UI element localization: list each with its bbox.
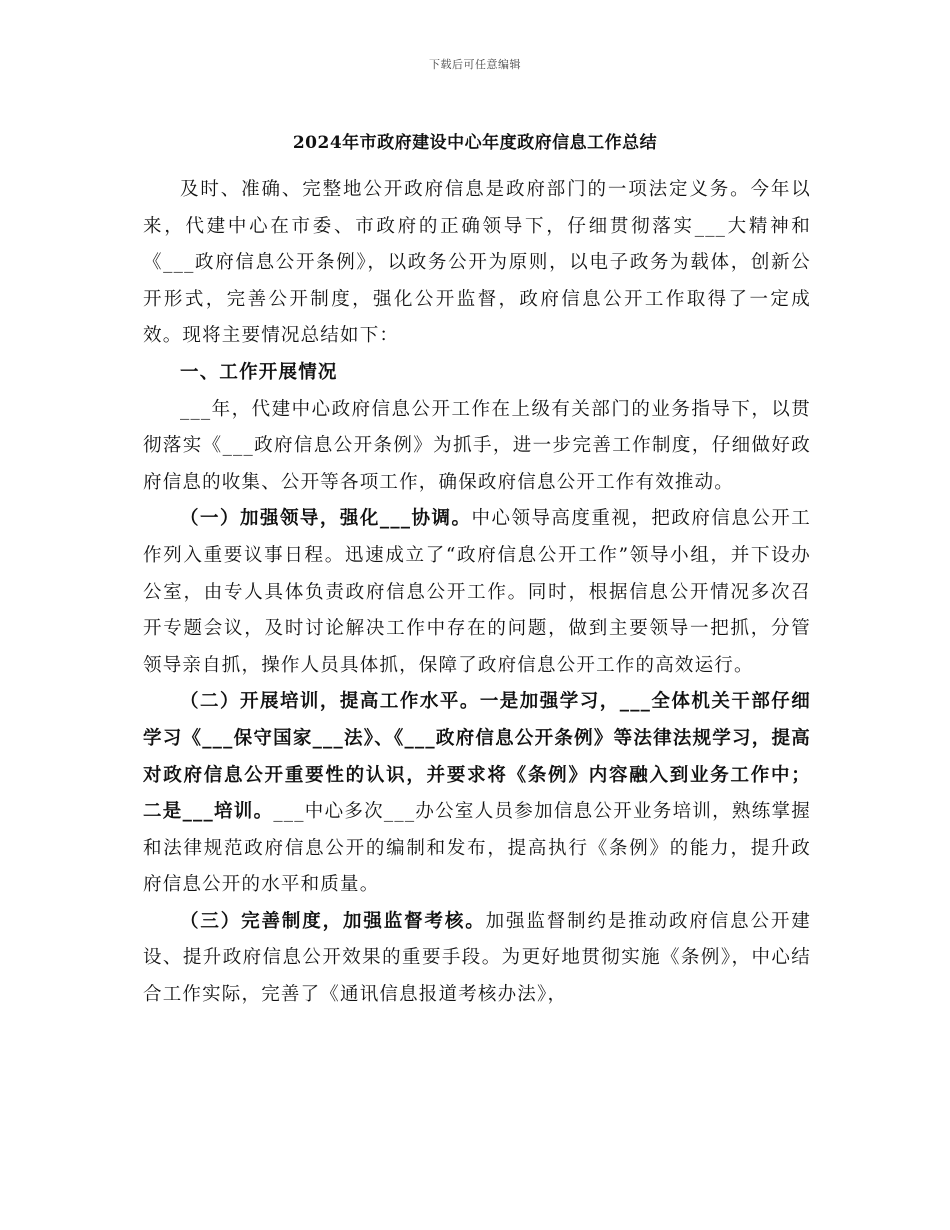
item-lead: （三）完善制度，加强监督考核。: [180, 910, 486, 932]
item-lead: （一）加强领导，强化___协调。: [180, 508, 472, 530]
item-text: ___中心多次___办公室人员参加信息公开业务培训，熟练掌握和法律规范政府信息公开的编制和发布，提高执行《条例》的能力，提升政府信息公开的水平和质量。: [143, 801, 811, 896]
item-lead: （二）开展培训，提高工作水平。一是加强学习，___全体机关干部仔细学习《___保守国家___法》、《___政府信息公开条例》等法律法规学习，提高对政府信息公开重要性的认识，并要求将《条例》内容融入到业务工作中；二是___培训。: [143, 691, 811, 823]
section-heading-work-status: 一、工作开展情况: [180, 361, 338, 383]
intro-paragraph: 及时、准确、完整地公开政府信息是政府部门的一项法定义务。今年以来，代建中心在市委、市政府的正确领导下，仔细贯彻落实___大精神和《___政府信息公开条例》，以政务公开为原则，以电子政务为载体，创新公开形式，完善公开制度，强化公开监督，政府信息公开工作取得了一定成效。现将主要情况总结如下：: [143, 179, 811, 347]
item-text: 中心领导高度重视，把政府信息公开工作列入重要议事日程。迅速成立了“政府信息公开工作”领导小组，并下设办公室，由专人具体负责政府信息公开工作。同时，根据信息公开情况多次召开专题会议，及时讨论解决工作中存在的问题，做到主要领导一把抓，分管领导亲自抓，操作人员具体抓，保障了政府信息公开工作的高效运行。: [143, 508, 811, 676]
section-paragraph: ___年，代建中心政府信息公开工作在上级有关部门的业务指导下，以贯彻落实《___政府信息公开条例》为抓手，进一步完善工作制度，仔细做好政府信息的收集、公开等各项工作，确保政府信息公开工作有效推动。: [143, 398, 811, 493]
item-paragraph-leadership: [143, 501, 811, 684]
header-note: 下载后可任意编辑: [429, 58, 521, 71]
document-title: 2024年市政府建设中心年度政府信息工作总结: [292, 133, 658, 153]
item-text: 加强监督制约是推动政府信息公开建设、提升政府信息公开效果的重要手段。为更好地贯彻实施《条例》，中心结合工作实际，完善了《通讯信息报道考核办法》，: [143, 910, 811, 1006]
item-paragraph-training: [143, 684, 811, 904]
item-paragraph-system: [143, 904, 811, 1014]
document-body: [143, 172, 811, 1014]
